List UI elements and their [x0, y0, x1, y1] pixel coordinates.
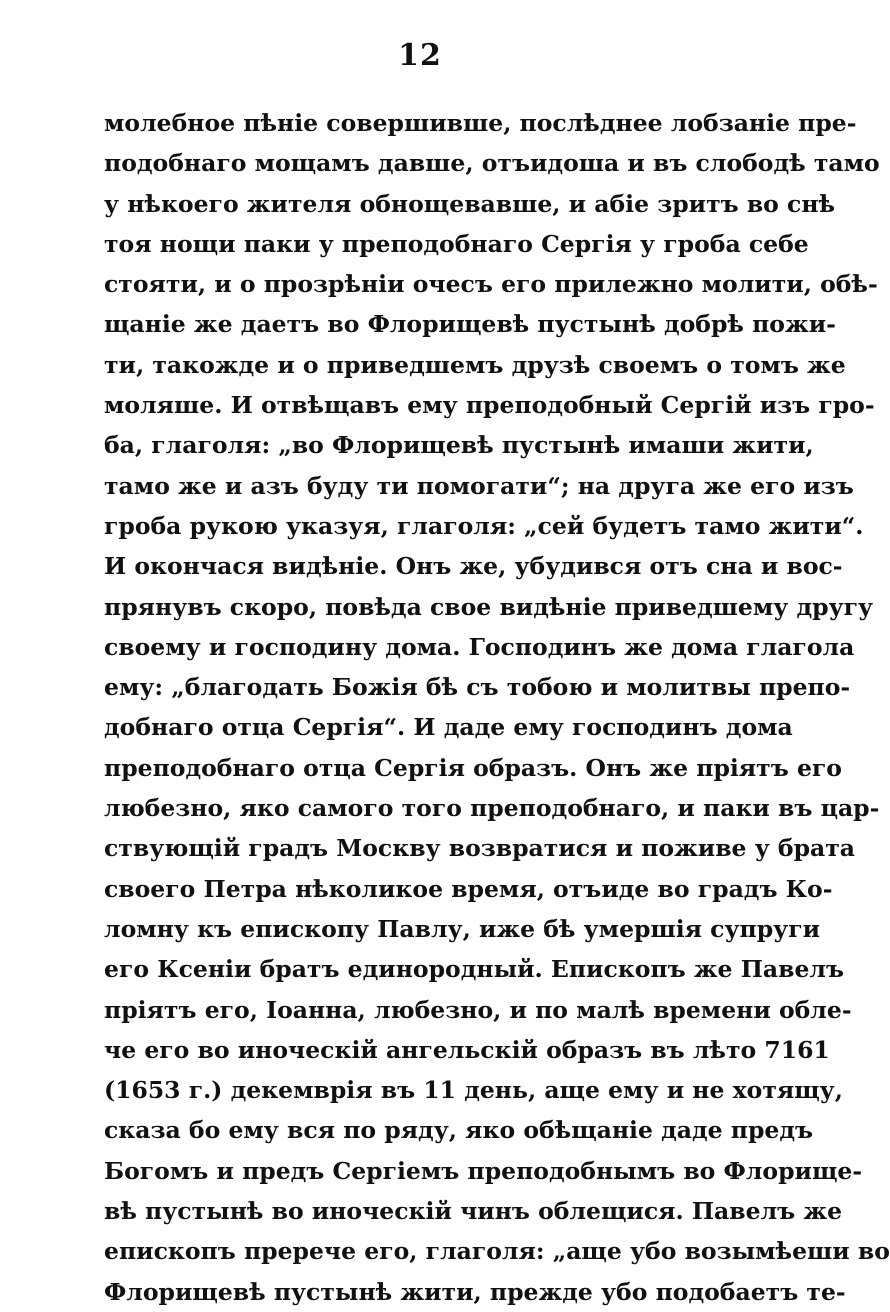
text-line: гроба рукою указуя, глаголя: „сей будетъ тамо жити“.	[104, 511, 864, 540]
text-line: вѣ пустынѣ во иноческій чинъ облещися. Павелъ же	[104, 1197, 843, 1226]
text-line: тоя нощи паки у преподобнаго Сергія у гроба себе	[104, 229, 809, 258]
text-line: добнаго отца Сергія“. И даде ему господинъ дома	[104, 713, 793, 742]
text-line: (1653 г.) декемврія въ 11 день, аще ему и не хотящу,	[104, 1076, 843, 1105]
text-line: преподобнаго отца Сергія образъ. Онъ же пріятъ его	[104, 753, 842, 782]
text-line: у нѣкоего жителя обнощевавше, и абіе зритъ во снѣ	[104, 189, 836, 218]
text-line: его Ксеніи братъ единородный. Епископъ же Павелъ	[104, 955, 844, 984]
text-line: И окончася видѣніе. Онъ же, убудився отъ сна и вос-	[104, 552, 843, 581]
text-line: подобнаго мощамъ давше, отъидоша и въ слободѣ тамо	[104, 149, 880, 178]
text-line: ба, глаголя: „во Флорищевѣ пустынѣ имаши жити,	[104, 431, 814, 460]
body-text	[104, 103, 890, 1312]
text-line: своего Петра нѣколикое время, отъиде во градъ Ко-	[104, 874, 833, 903]
text-line: любезно, яко самого того преподобнаго, и паки въ цар-	[104, 794, 880, 823]
text-line: епископъ пререче его, глаголя: „аще убо возымѣеши во	[104, 1237, 890, 1266]
text-line: сказа бо ему вся по ряду, яко обѣщаніе даде предъ	[104, 1116, 814, 1145]
text-line: Флорищевѣ пустынѣ жити, прежде убо подобаетъ те-	[104, 1277, 846, 1306]
text-line: пріятъ его, Іоанна, любезно, и по малѣ времени обле-	[104, 995, 852, 1024]
text-line: щаніе же даетъ во Флорищевѣ пустынѣ добрѣ пожи-	[104, 310, 836, 339]
text-line: ти, такожде и о приведшемъ друзѣ своемъ о томъ же	[104, 350, 846, 379]
text-line: молебное пѣніе совершивше, послѣднее лобзаніе пре-	[104, 109, 857, 137]
text-line: прянувъ скоро, повѣда свое видѣніе приведшему другу	[104, 592, 874, 621]
text-line: Богомъ и предъ Сергіемъ преподобнымъ во Флорище-	[104, 1156, 863, 1185]
text-line: моляше. И отвѣщавъ ему преподобный Сергій изъ гро-	[104, 391, 875, 420]
text-line: тамо же и азъ буду ти помогати“; на друга же его изъ	[104, 471, 854, 500]
text-line: ствующій градъ Москву возвратися и поживе у брата	[104, 834, 856, 863]
text-line: ему: „благодать Божія бѣ съ тобою и молитвы препо-	[104, 673, 851, 702]
text-line: стояти, и о прозрѣніи очесъ его прилежно молити, обѣ-	[104, 270, 878, 299]
page-number: 12	[398, 38, 442, 73]
text-line: че его во иноческій ангельскій образъ въ лѣто 7161	[104, 1035, 830, 1064]
text-line: ломну къ епископу Павлу, иже бѣ умершія супруги	[104, 914, 821, 943]
text-line: своему и господину дома. Господинъ же дома глагола	[104, 632, 855, 661]
